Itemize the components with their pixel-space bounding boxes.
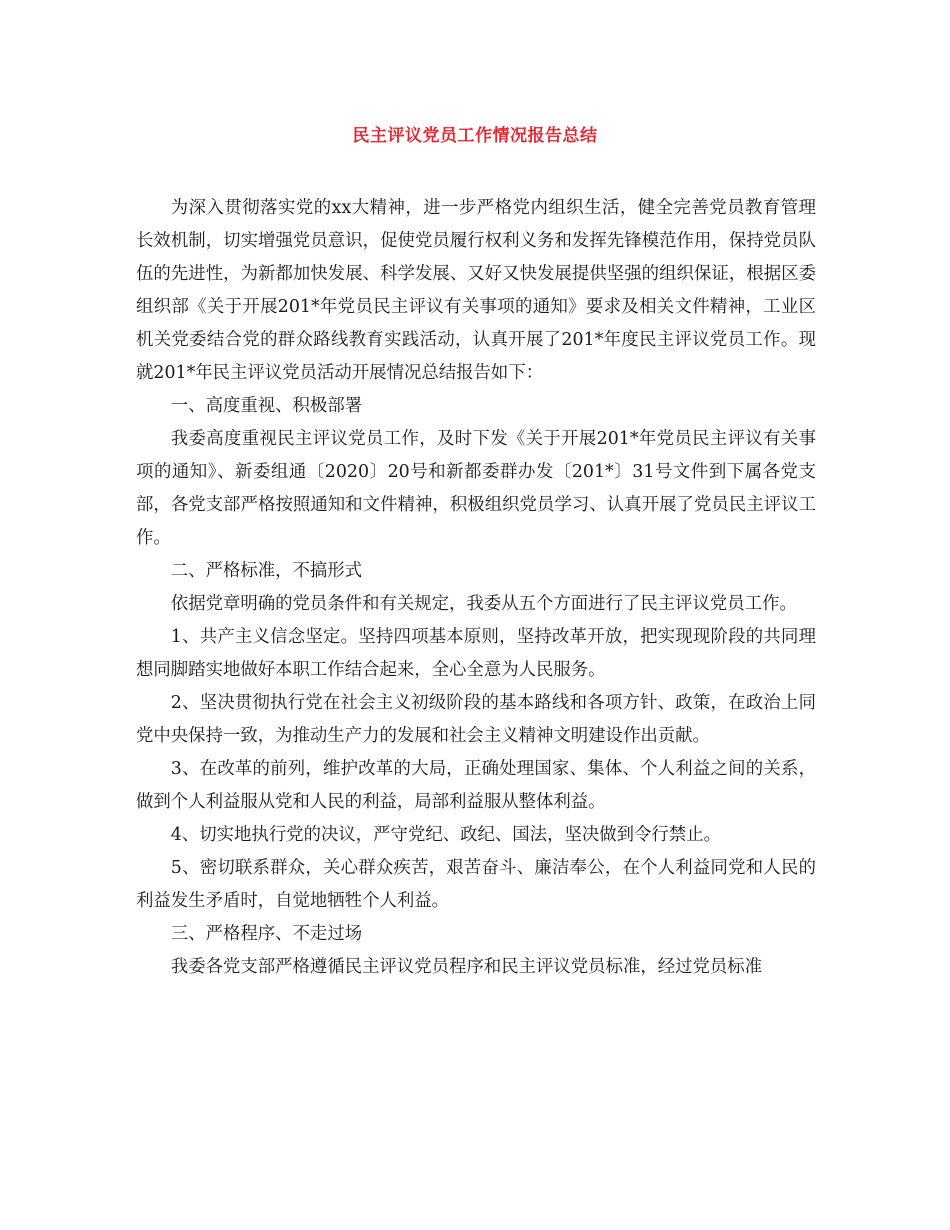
document-title: 民主评议党员工作情况报告总结 [352,126,598,146]
list-item-3: 3、在改革的前列，维护改革的大局，正确处理国家、集体、个人利益之间的关系，做到个人利益服从党和人民的利益，局部利益服从整体利益。 [136,759,816,812]
list-item-4: 4、切实地执行党的决议，严守党纪、政纪、国法，坚决做到令行禁止。 [170,825,721,845]
list-item-5: 5、密切联系群众，关心群众疾苦，艰苦奋斗、廉洁奉公，在个人利益同党和人民的利益发生矛盾时，自觉地牺牲个人利益。 [136,858,816,911]
section-heading-1: 一、高度重视、积极部署 [170,396,363,416]
list-item-1: 1、共产主义信念坚定。坚持四项基本原则，坚持改革开放，把实现现阶段的共同理想同脚踏实地做好本职工作结合起来，全心全意为人民服务。 [136,627,816,680]
paragraph-section-3: 我委各党支部严格遵循民主评议党员程序和民主评议党员标准，经过党员标准 [170,957,763,977]
paragraph-section-1: 我委高度重视民主评议党员工作，及时下发《关于开展201*年党员民主评议有关事项的通知》、新委组通〔2020〕20号和新都委群办发〔201*〕31号文件到下属各党支部，各党支部严格按照通知和文件精神，积极组织党员学习、认真开展了党员民主评议工作。 [136,429,816,548]
paragraph-section-2: 依据党章明确的党员条件和有关规定，我委从五个方面进行了民主评议党员工作。 [170,594,797,614]
section-heading-2: 二、严格标准，不搞形式 [170,561,363,581]
list-item-2: 2、坚决贯彻执行党在社会主义初级阶段的基本路线和各项方针、政策，在政治上同党中央保持一致，为推动生产力的发展和社会主义精神文明建设作出贡献。 [136,693,816,746]
paragraph-intro: 为深入贯彻落实党的xx大精神，进一步严格党内组织生活，健全完善党员教育管理长效机制，切实增强党员意识，促使党员履行权利义务和发挥先锋模范作用，保持党员队伍的先进性，为新都加快发展、科学发展、又好又快发展提供坚强的组织保证，根据区委组织部《关于开展201*年党员民主评议有关事项的通知》要求及相关文件精神，工业区机关党委结合党的群众路线教育实践活动，认真开展了201*年度民主评议党员工作。现就201*年民主评议党员活动开展情况总结报告如下： [136,198,816,383]
document-body [136,192,816,984]
section-heading-3: 三、严格程序、不走过场 [170,924,363,944]
